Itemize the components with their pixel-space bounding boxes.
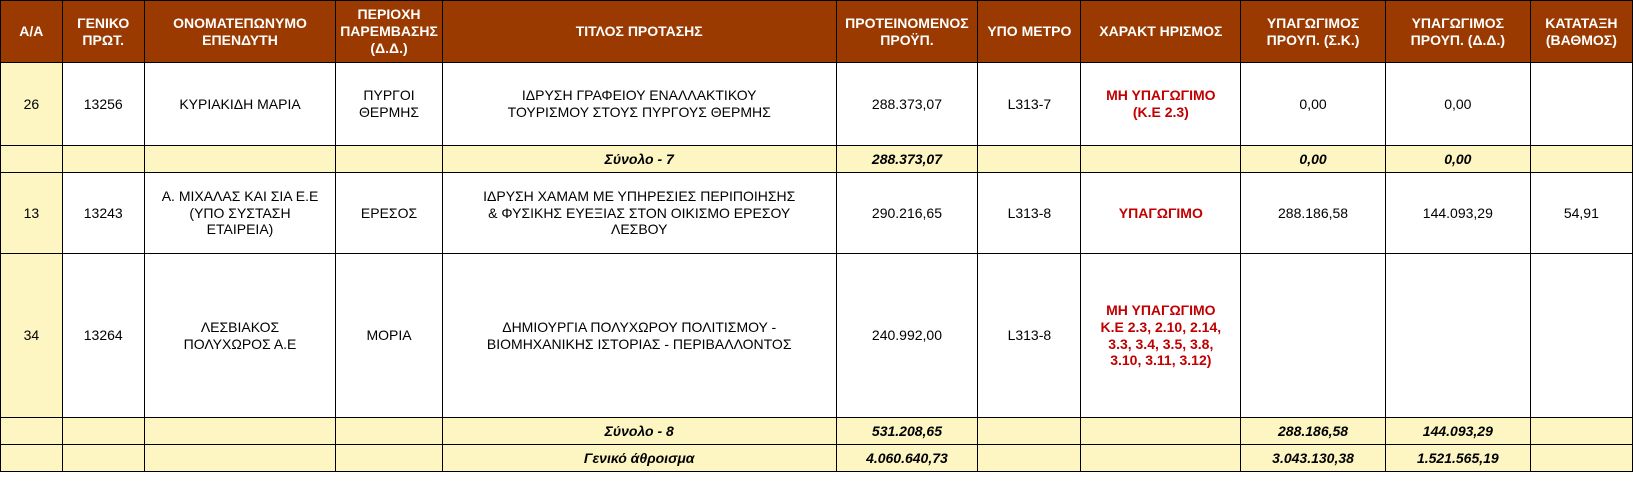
header-sk-label: ΥΠΑΓΩΓΙΜΟΣ ΠΡΟΥΠ. (Σ.Κ.) <box>1266 14 1360 48</box>
header-name-label: ΟΝΟΜΑΤΕΠΩΝΥΜΟ ΕΠΕΝΔΥΤΗ <box>173 14 307 48</box>
cell-title <box>442 173 836 254</box>
total-cell-empty <box>1081 146 1241 173</box>
total-cell-empty <box>336 445 442 472</box>
table-row <box>1 254 1633 418</box>
total-cell-empty <box>1 418 63 445</box>
total-label: Σύνολο - 8 <box>442 418 836 445</box>
header-budget <box>836 1 978 63</box>
header-status-label: ΧΑΡΑΚΤ ΗΡΙΣΜΟΣ <box>1099 23 1223 40</box>
total-cell-empty <box>144 445 336 472</box>
header-status <box>1081 1 1241 63</box>
cell-dd <box>1385 254 1530 418</box>
header-name <box>144 1 336 63</box>
header-dd-label: ΥΠΑΓΩΓΙΜΟΣ ΠΡΟΥΠ. (Δ.Δ.) <box>1410 14 1506 48</box>
header-rank-label: ΚΑΤΑΤΑΞΗ (ΒΑΘΜΟΣ) <box>1545 14 1618 48</box>
cell-measure: L313-8 <box>978 254 1081 418</box>
status-text: ΜΗ ΥΠΑΓΩΓΙΜΟ (Κ.Ε 2.3) <box>1106 87 1216 120</box>
grand-total-dd: 1.521.565,19 <box>1385 445 1530 472</box>
header-area <box>336 1 442 63</box>
total-cell-empty <box>62 445 144 472</box>
cell-area-text: ΠΥΡΓΟΙ ΘΕΡΜΗΣ <box>359 87 420 120</box>
cell-title-text: ΙΔΡΥΣΗ ΧΑΜΑΜ ΜΕ ΥΠΗΡΕΣΙΕΣ ΠΕΡΙΠΟΙΗΣΗΣ & ΦΥΣΙΚΗΣ ΕΥΕΞΙΑΣ ΣΤΟΝ ΟΙΚΙΣΜΟ ΕΡΕΣΟΥ ΛΕΣΒΟΥ <box>483 187 796 238</box>
total-cell-empty <box>144 418 336 445</box>
cell-title <box>442 254 836 418</box>
total-budget: 288.373,07 <box>836 146 978 173</box>
total-cell-empty <box>144 146 336 173</box>
subtotal-row-7 <box>1 146 1633 173</box>
cell-name <box>144 173 336 254</box>
cell-measure: L313-7 <box>978 63 1081 146</box>
header-area-label: ΠΕΡΙΟΧΗ ΠΑΡΕΜΒΑΣΗΣ (Δ.Δ.) <box>340 6 438 56</box>
cell-budget: 288.373,07 <box>836 63 978 146</box>
total-dd: 144.093,29 <box>1385 418 1530 445</box>
header-sk <box>1241 1 1386 63</box>
cell-rank <box>1530 254 1632 418</box>
cell-aa: 34 <box>1 254 63 418</box>
cell-dd: 144.093,29 <box>1385 173 1530 254</box>
cell-aa: 26 <box>1 63 63 146</box>
grand-total-label: Γενικό άθροισμα <box>442 445 836 472</box>
cell-prot: 13256 <box>62 63 144 146</box>
cell-budget: 240.992,00 <box>836 254 978 418</box>
total-cell-empty <box>1081 418 1241 445</box>
header-prot-label: ΓΕΝΙΚΟ ΠΡΩΤ. <box>77 14 130 48</box>
cell-area <box>336 173 442 254</box>
status-text: ΜΗ ΥΠΑΓΩΓΙΜΟ Κ.Ε 2.3, 2.10, 2.14, 3.3, 3.4, 3.5, 3.8, 3.10, 3.11, 3.12) <box>1100 301 1222 369</box>
header-dd <box>1385 1 1530 63</box>
grand-total-budget: 4.060.640,73 <box>836 445 978 472</box>
status-text: ΥΠΑΓΩΓΙΜΟ <box>1118 204 1203 221</box>
table-row <box>1 63 1633 146</box>
cell-prot: 13243 <box>62 173 144 254</box>
cell-title-text: ΔΗΜΙΟΥΡΓΙΑ ΠΟΛΥΧΩΡΟΥ ΠΟΛΙΤΙΣΜΟΥ - ΒΙΟΜΗΧΑΝΙΚΗΣ ΙΣΤΟΡΙΑΣ - ΠΕΡΙΒΑΛΛΟΝΤΟΣ <box>486 318 792 352</box>
cell-prot: 13264 <box>62 254 144 418</box>
cell-area-text: ΜΟΡΙΑ <box>366 327 412 344</box>
cell-name <box>144 63 336 146</box>
cell-aa: 13 <box>1 173 63 254</box>
total-sk: 0,00 <box>1241 146 1386 173</box>
total-cell-empty <box>1 445 63 472</box>
cell-name-text: Α. ΜΙΧΑΛΑΣ ΚΑΙ ΣΙΑ Ε.Ε (ΥΠΟ ΣΥΣΤΑΣΗ ΕΤΑΙΡΕΙΑ) <box>161 187 319 238</box>
header-measure-label: ΥΠΟ ΜΕΤΡΟ <box>987 23 1072 40</box>
total-cell-empty <box>1 146 63 173</box>
total-cell-empty <box>62 418 144 445</box>
total-cell-empty <box>1530 418 1632 445</box>
total-cell-empty <box>62 146 144 173</box>
cell-sk: 0,00 <box>1241 63 1386 146</box>
grand-total-sk: 3.043.130,38 <box>1241 445 1386 472</box>
total-dd: 0,00 <box>1385 146 1530 173</box>
subtotal-row-8 <box>1 418 1633 445</box>
total-cell-empty <box>336 146 442 173</box>
cell-name <box>144 254 336 418</box>
header-aa: Α/Α <box>1 1 63 63</box>
header-rank <box>1530 1 1632 63</box>
cell-measure: L313-8 <box>978 173 1081 254</box>
cell-area <box>336 63 442 146</box>
cell-area <box>336 254 442 418</box>
total-cell-empty <box>1081 445 1241 472</box>
header-row <box>1 1 1633 63</box>
header-prot <box>62 1 144 63</box>
total-cell-empty <box>1530 146 1632 173</box>
cell-name-text: ΛΕΣΒΙΑΚΟΣ ΠΟΛΥΧΩΡΟΣ Α.Ε <box>183 318 297 352</box>
cell-name-text: ΚΥΡΙΑΚΙΔΗ ΜΑΡΙΑ <box>179 95 301 112</box>
total-budget: 531.208,65 <box>836 418 978 445</box>
cell-rank <box>1530 63 1632 146</box>
header-title: ΤΙΤΛΟΣ ΠΡΟΤΑΣΗΣ <box>442 1 836 63</box>
table-row <box>1 173 1633 254</box>
total-cell-empty <box>978 445 1081 472</box>
grand-total-row <box>1 445 1633 472</box>
total-sk: 288.186,58 <box>1241 418 1386 445</box>
cell-sk <box>1241 254 1386 418</box>
header-measure <box>978 1 1081 63</box>
cell-dd: 0,00 <box>1385 63 1530 146</box>
cell-budget: 290.216,65 <box>836 173 978 254</box>
cell-sk: 288.186,58 <box>1241 173 1386 254</box>
cell-rank: 54,91 <box>1530 173 1632 254</box>
cell-title <box>442 63 836 146</box>
cell-title-text: ΙΔΡΥΣΗ ΓΡΑΦΕΙΟΥ ΕΝΑΛΛΑΚΤΙΚΟΥ ΤΟΥΡΙΣΜΟΥ ΣΤΟΥΣ ΠΥΡΓΟΥΣ ΘΕΡΜΗΣ <box>507 87 771 120</box>
cell-status <box>1081 63 1241 146</box>
header-budget-label: ΠΡΟΤΕΙΝΟΜΕΝΟΣ ΠΡΟΫΠ. <box>845 14 969 48</box>
total-cell-empty <box>978 418 1081 445</box>
total-label: Σύνολο - 7 <box>442 146 836 173</box>
total-cell-empty <box>1530 445 1632 472</box>
cell-status <box>1081 254 1241 418</box>
total-cell-empty <box>336 418 442 445</box>
total-cell-empty <box>978 146 1081 173</box>
cell-status <box>1081 173 1241 254</box>
cell-area-text: ΕΡΕΣΟΣ <box>360 204 418 221</box>
